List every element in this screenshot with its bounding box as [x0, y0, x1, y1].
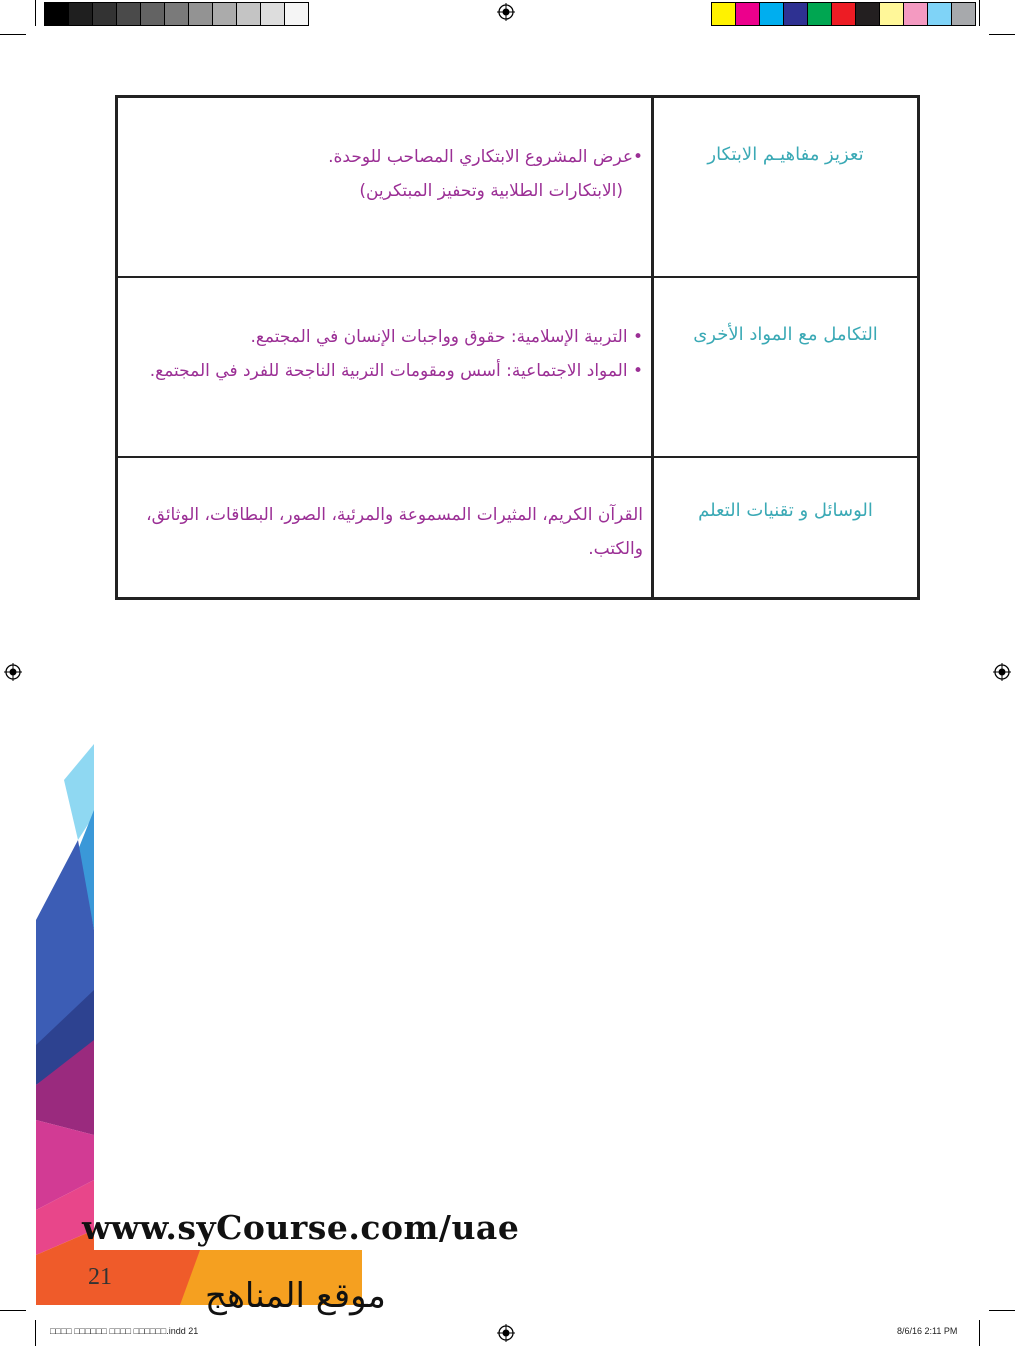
color-swatch [904, 3, 928, 25]
gray-swatch [261, 3, 285, 25]
gray-swatch [45, 3, 69, 25]
registration-mark-icon [4, 663, 22, 681]
gray-swatch [213, 3, 237, 25]
row-content [118, 458, 651, 597]
gray-swatch [165, 3, 189, 25]
registration-mark-icon [497, 3, 515, 21]
gray-swatch [93, 3, 117, 25]
registration-mark-icon [993, 663, 1011, 681]
gray-swatch [69, 3, 93, 25]
color-swatch [832, 3, 856, 25]
row-content [118, 278, 651, 456]
gray-swatch [117, 3, 141, 25]
grayscale-color-bar [44, 2, 309, 26]
site-url: www.syCourse.com/uae [82, 1208, 520, 1247]
file-slug: □□□□ □□□□□□ □□□□ □□□□□□.indd 21 [50, 1326, 199, 1336]
page-number: 21 [88, 1264, 112, 1290]
color-swatch [712, 3, 736, 25]
lesson-plan-table [115, 95, 920, 600]
color-swatch [856, 3, 880, 25]
row-content [118, 98, 651, 276]
table-row [118, 458, 917, 597]
row-label: التكامل مع المواد الأخرى [651, 278, 917, 456]
crop-mark [0, 34, 26, 35]
color-swatch [880, 3, 904, 25]
content-line: • التربية الإسلامية: حقوق وواجبات الإنسان في المجتمع. [250, 327, 643, 347]
registration-mark-icon [497, 1324, 515, 1342]
color-swatch [952, 3, 975, 25]
decorative-polygons [0, 740, 380, 1346]
gray-swatch [189, 3, 213, 25]
row-label: الوسائل و تقنيات التعلم [651, 458, 917, 597]
crop-mark [35, 0, 36, 26]
row-label: تعزيز مفاهيـم الابتكار [651, 98, 917, 276]
color-swatch [736, 3, 760, 25]
crop-mark [979, 1320, 980, 1346]
content-line: • المواد الاجتماعية: أسس ومقومات التربية الناجحة للفرد في المجتمع. [149, 361, 643, 381]
gray-swatch [141, 3, 165, 25]
crop-mark [989, 34, 1015, 35]
crop-mark [989, 1310, 1015, 1311]
table-row [118, 278, 917, 458]
content-line: •عرض المشروع الابتكاري المصاحب للوحدة. [328, 147, 643, 167]
color-swatch [784, 3, 808, 25]
content-line: القرآن الكريم، المثيرات المسموعة والمرئية، الصور، البطاقات، الوثائق، [146, 505, 643, 525]
table-row [118, 98, 917, 278]
process-color-bar [711, 2, 976, 26]
color-swatch [808, 3, 832, 25]
content-line: (الابتكارات الطلابية وتحفيز المبتكرين) [359, 181, 623, 201]
gray-swatch [285, 3, 308, 25]
color-swatch [760, 3, 784, 25]
color-swatch [928, 3, 952, 25]
gray-swatch [237, 3, 261, 25]
site-name: موقع المناهج [205, 1276, 386, 1316]
content-line: والكتب. [588, 539, 643, 559]
date-slug: 8/6/16 2:11 PM [897, 1326, 958, 1336]
crop-mark [979, 0, 980, 26]
